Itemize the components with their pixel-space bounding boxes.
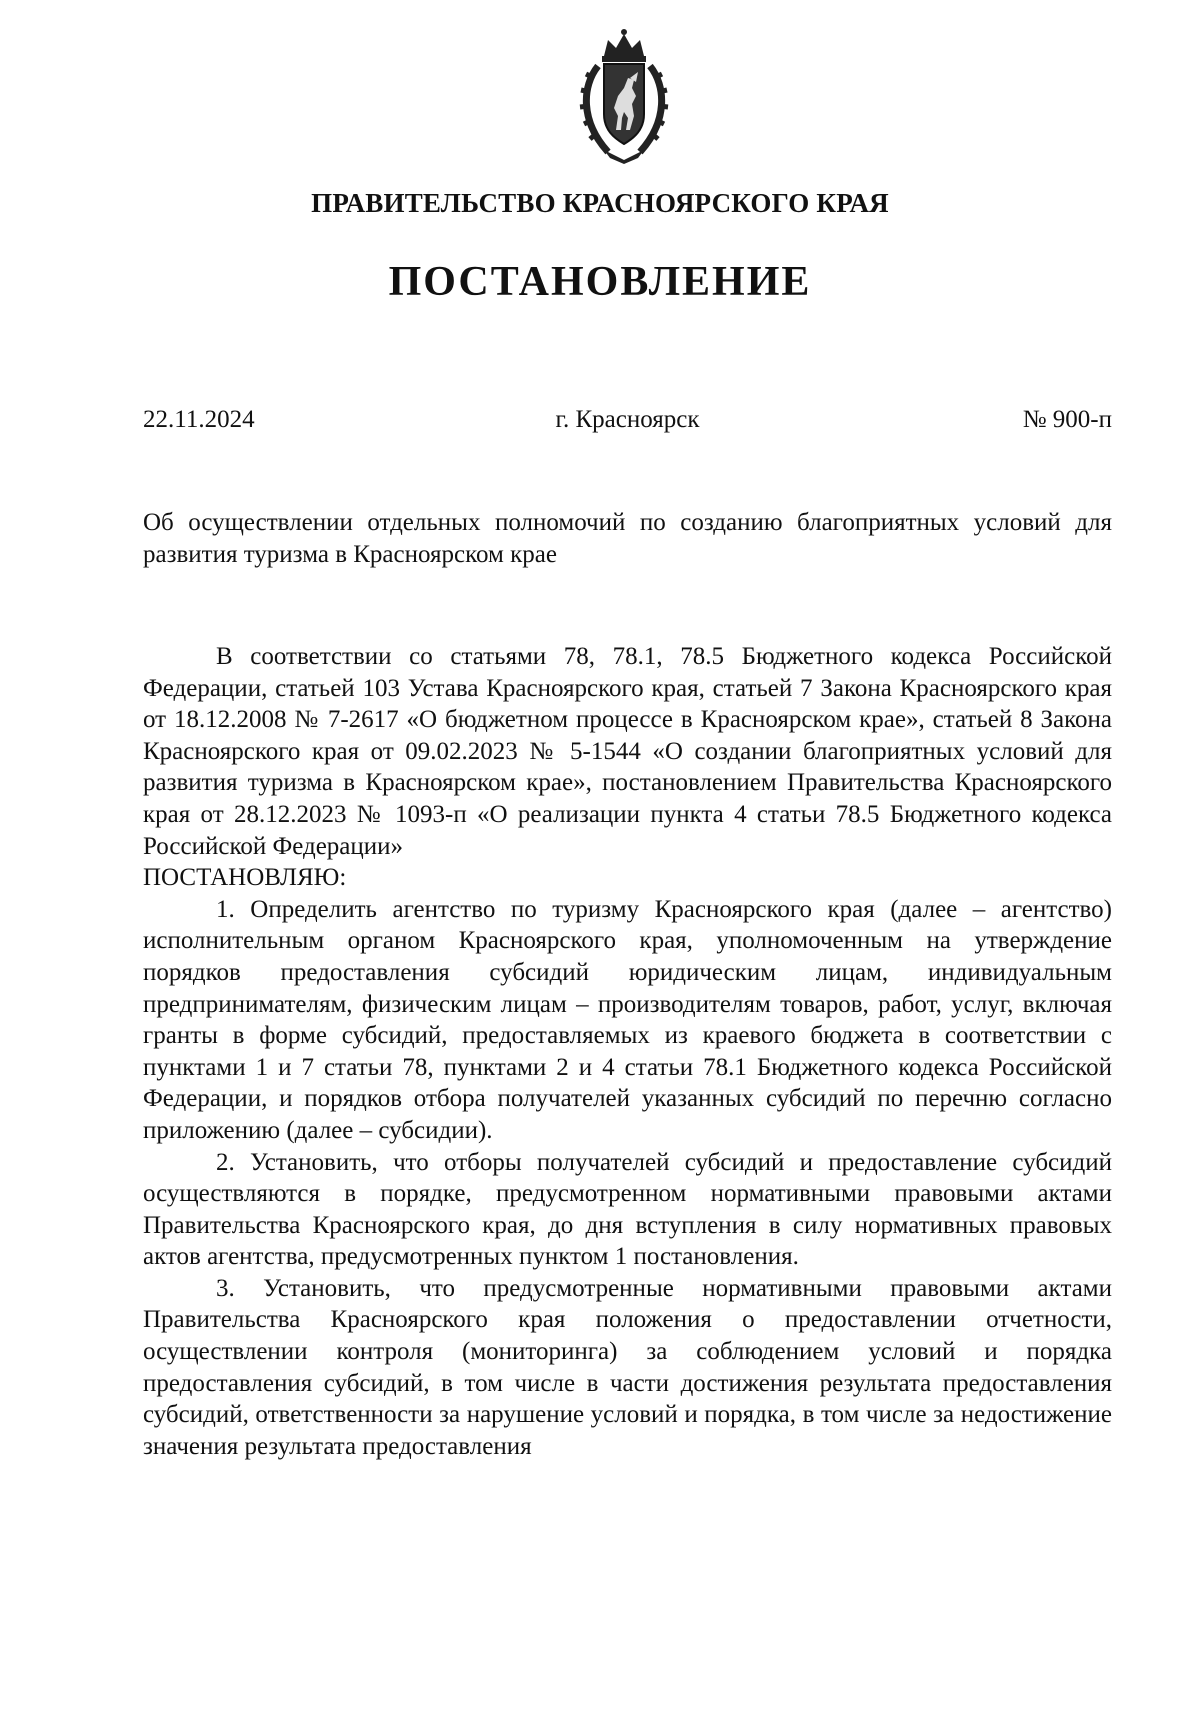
document-subject: Об осуществлении отдельных полномочий по созданию благоприятных условий для развития туризма в Красноярском крае: [143, 509, 1112, 568]
organization-name: ПРАВИТЕЛЬСТВО КРАСНОЯРСКОГО КРАЯ: [311, 188, 889, 218]
item-paragraph-2: 2. Установить, что отборы получателей субсидий и предоставление субсидий осуществляются в порядке, предусмотренном нормативными правовыми актами Правительства Красноярского края, до дня вступления в силу нормативных правовых актов агентства, предусмотренных пунктом 1 постановления.: [143, 1148, 1112, 1271]
document-meta: [143, 406, 1112, 440]
document-city: г. Красноярск: [555, 406, 700, 433]
decree-word: ПОСТАНОВЛЯЮ:: [143, 864, 347, 892]
document-date: 22.11.2024: [143, 406, 255, 433]
document-number: № 900-п: [1022, 406, 1112, 433]
document-type: ПОСТАНОВЛЕНИЕ: [388, 259, 812, 305]
coat-of-arms-icon: [568, 26, 680, 166]
preamble-paragraph: В соответствии со статьями 78, 78.1, 78.5 Бюджетного кодекса Российской Федерации, статьей 103 Устава Красноярского края, статьей 7 Закона Красноярского края от 18.12.2008 № 7-2617 «О бюджетном процессе в Красноярском крае», статьей 8 Закона Красноярского края от 09.02.2023 № 5-1544 «О создании благоприятных условий для развития туризма в Красноярском крае», постановлением Правительства Красноярского края от 28.12.2023 № 1093-п «О реализации пункта 4 статьи 78.5 Бюджетного кодекса Российской Федерации»: [143, 643, 1112, 860]
item-paragraph-3: 3. Установить, что предусмотренные нормативными правовыми актами Правительства Красноярского края положения о предоставлении отчетности, осуществлении контроля (мониторинга) за соблюдением условий и порядка предоставления субсидий, в том числе в части достижения результата предоставления субсидий, ответственности за нарушение условий и порядка, в том числе за недостижение значения результата предоставления: [143, 1274, 1112, 1460]
item-paragraph-1: 1. Определить агентство по туризму Красноярского края (далее – агентство) исполнительным органом Красноярского края, уполномоченным на утверждение порядков предоставления субсидий юридическим лицам, индивидуальным предпринимателям, физическим лицам – производителям товаров, работ, услуг, включая гранты в форме субсидий, предоставляемых из краевого бюджета в соответствии с пунктами 1 и 7 статьи 78, пунктами 2 и 4 статьи 78.1 Бюджетного кодекса Российской Федерации, и порядков отбора получателей указанных субсидий по перечню согласно приложению (далее – субсидии).: [143, 895, 1112, 1144]
document-body: [143, 641, 1112, 1462]
